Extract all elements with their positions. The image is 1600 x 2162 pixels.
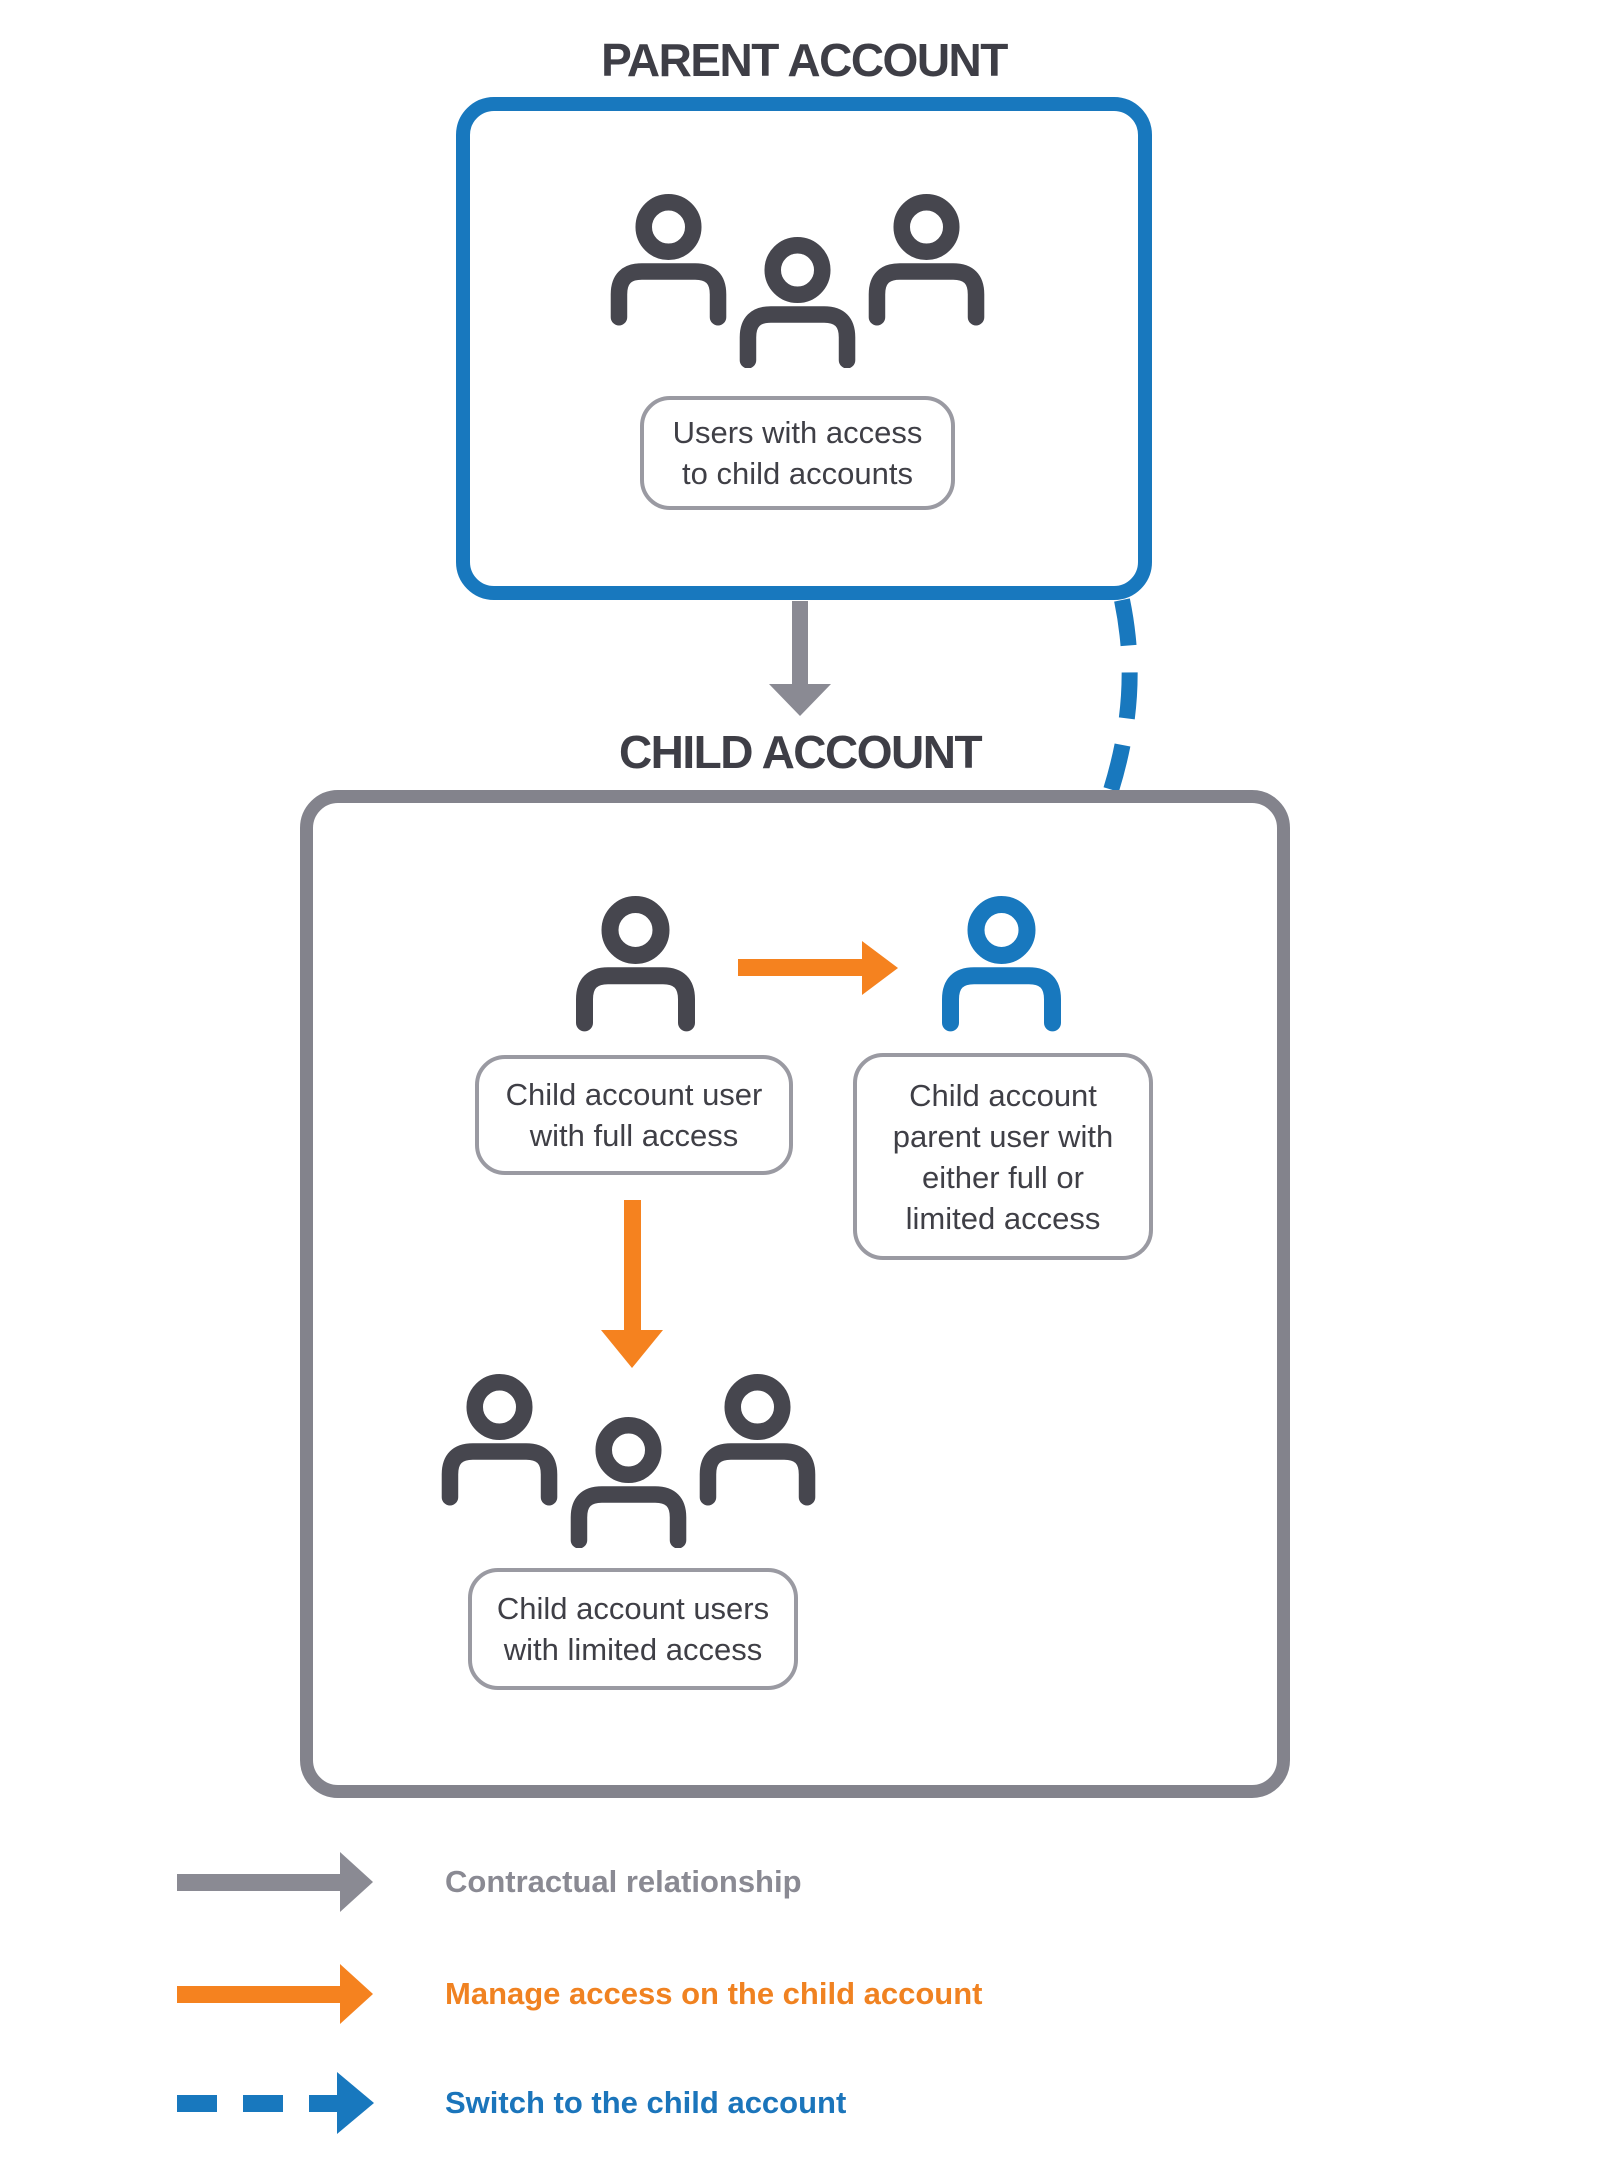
legend-label-switch: Switch to the child account (445, 2085, 847, 2120)
legend-blue-arrow-head (337, 2072, 374, 2134)
label-line: Child account user (505, 1077, 763, 1112)
label-line: limited access (905, 1200, 1101, 1236)
full-access-user-icon (570, 896, 701, 1032)
legend-blue-dash-2 (243, 2095, 283, 2112)
legend-label-contractual: Contractual relationship (445, 1864, 802, 1899)
parent-user-icon (936, 896, 1067, 1032)
manage-access-arrow-stem (738, 959, 862, 976)
manage-access-down-arrow-stem (624, 1200, 641, 1330)
full-access-user-label (475, 1055, 793, 1175)
legend-orange-arrow-head (340, 1964, 373, 2024)
legend-gray-arrow-head (340, 1852, 373, 1912)
contractual-arrow-stem (792, 601, 808, 684)
parent-users-label (640, 396, 955, 510)
label-line: with full access (529, 1118, 739, 1153)
label-line: either full or (922, 1159, 1084, 1195)
child-account-title: CHILD ACCOUNT (618, 726, 982, 778)
label-line: to child accounts (682, 456, 913, 491)
label-line: parent user with (892, 1118, 1114, 1154)
parent-user-label (853, 1053, 1153, 1260)
legend-gray-arrow-stem (177, 1874, 340, 1891)
label-line: Child account (909, 1077, 1097, 1113)
label-line: Child account users (496, 1591, 770, 1626)
legend-blue-dash-3 (309, 2095, 337, 2112)
limited-users-group-icon (436, 1373, 821, 1548)
legend-orange-arrow-stem (177, 1986, 340, 2003)
limited-users-label (468, 1568, 798, 1690)
legend-blue-dash-1 (177, 2095, 217, 2112)
legend-label-manage-access: Manage access on the child account (445, 1976, 983, 2011)
contractual-arrow-head (769, 684, 831, 716)
parent-users-group-icon (605, 193, 990, 368)
parent-account-title: PARENT ACCOUNT (601, 34, 1007, 86)
manage-access-down-arrow-head (601, 1330, 663, 1368)
label-line: with limited access (503, 1632, 763, 1667)
manage-access-arrow-head (862, 941, 898, 995)
label-line: Users with access (672, 415, 923, 450)
